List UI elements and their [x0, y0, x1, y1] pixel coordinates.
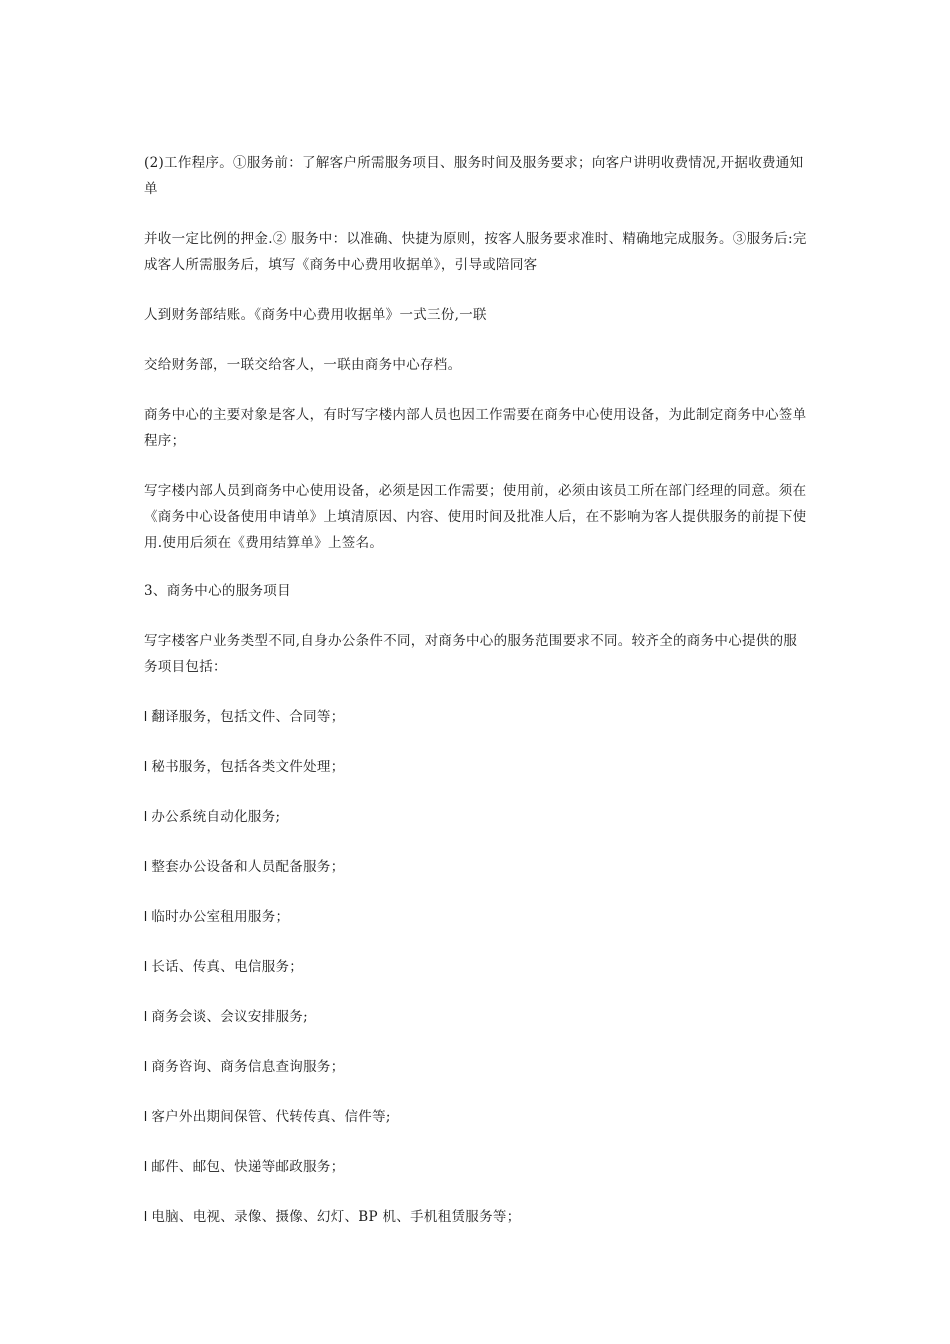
list-item — [144, 804, 809, 830]
list-item-text: 客户外出期间保管、代转传真、信件等; — [151, 1109, 391, 1125]
paragraph-main-clients: 商务中心的主要对象是客人，有时写字楼内部人员也因工作需要在商务中心使用设备，为此制定商务中心签单程序； — [144, 407, 807, 449]
list-item — [144, 1004, 809, 1030]
list-item — [144, 1204, 809, 1230]
bullet-marker: l — [144, 959, 148, 974]
paragraph-settlement: 人到财务部结账。《商务中心费用收据单》一式三份,一联 — [144, 307, 487, 323]
paragraph-internal-use: 写字楼内部人员到商务中心使用设备，必须是因工作需要；使用前，必须由该员工所在部门经理的同意。须在《商务中心设备使用申请单》上填清原因、内容、使用时间及批准人后，在不影响为客人提供服务的前提下使用.使用后须在《费用结算单》上签名。 — [144, 483, 807, 551]
document-page — [144, 150, 809, 1230]
section-heading: 3、商务中心的服务项目 — [144, 583, 291, 599]
list-item — [144, 1054, 809, 1080]
list-item-text: 长话、传真、电信服务； — [151, 959, 304, 975]
bullet-marker: l — [144, 759, 148, 774]
bullet-marker: l — [144, 909, 148, 924]
paragraph-service-scope: 写字楼客户业务类型不同,自身办公条件不同，对商务中心的服务范围要求不同。较齐全的商务中心提供的服务项目包括： — [144, 633, 798, 675]
bullet-marker: l — [144, 1109, 148, 1124]
bullet-marker: l — [144, 859, 148, 874]
list-item-text: 邮件、邮包、快递等邮政服务； — [151, 1159, 345, 1175]
list-item-text: 翻译服务，包括文件、合同等； — [151, 709, 345, 725]
bullet-marker: l — [144, 1059, 148, 1074]
list-item-text: 临时办公室租用服务； — [151, 909, 290, 925]
list-item-text: 秘书服务，包括各类文件处理； — [151, 759, 345, 775]
list-item — [144, 1154, 809, 1180]
bullet-marker: l — [144, 1209, 148, 1224]
paragraph-deposit: 并收一定比例的押金.② 服务中：以准确、快捷为原则，按客人服务要求准时、精确地完成服务。③服务后:完成客人所需服务后，填写《商务中心费用收据单》，引导或陪同客 — [144, 231, 807, 273]
list-item-text: 商务咨询、商务信息查询服务； — [151, 1059, 345, 1075]
list-item — [144, 1104, 809, 1130]
list-item — [144, 704, 809, 730]
list-item — [144, 754, 809, 780]
paragraph-copies: 交给财务部，一联交给客人，一联由商务中心存档。 — [144, 357, 462, 373]
list-item-text: 整套办公设备和人员配备服务； — [151, 859, 345, 875]
bullet-marker: l — [144, 1009, 148, 1024]
list-item — [144, 904, 809, 930]
bullet-marker: l — [144, 809, 148, 824]
list-item — [144, 854, 809, 880]
service-list — [144, 704, 809, 1230]
bullet-marker: l — [144, 1159, 148, 1174]
list-item — [144, 954, 809, 980]
list-item-text: 办公系统自动化服务; — [151, 809, 281, 825]
list-item-text: 商务会谈、会议安排服务; — [151, 1009, 308, 1025]
bullet-marker: l — [144, 709, 148, 724]
paragraph-work-procedure: (2)工作程序。①服务前：了解客户所需服务项目、服务时间及服务要求；向客户讲明收费情况,开据收费通知单 — [144, 155, 804, 197]
list-item-text: 电脑、电视、录像、摄像、幻灯、BP 机、手机租赁服务等； — [151, 1209, 521, 1225]
